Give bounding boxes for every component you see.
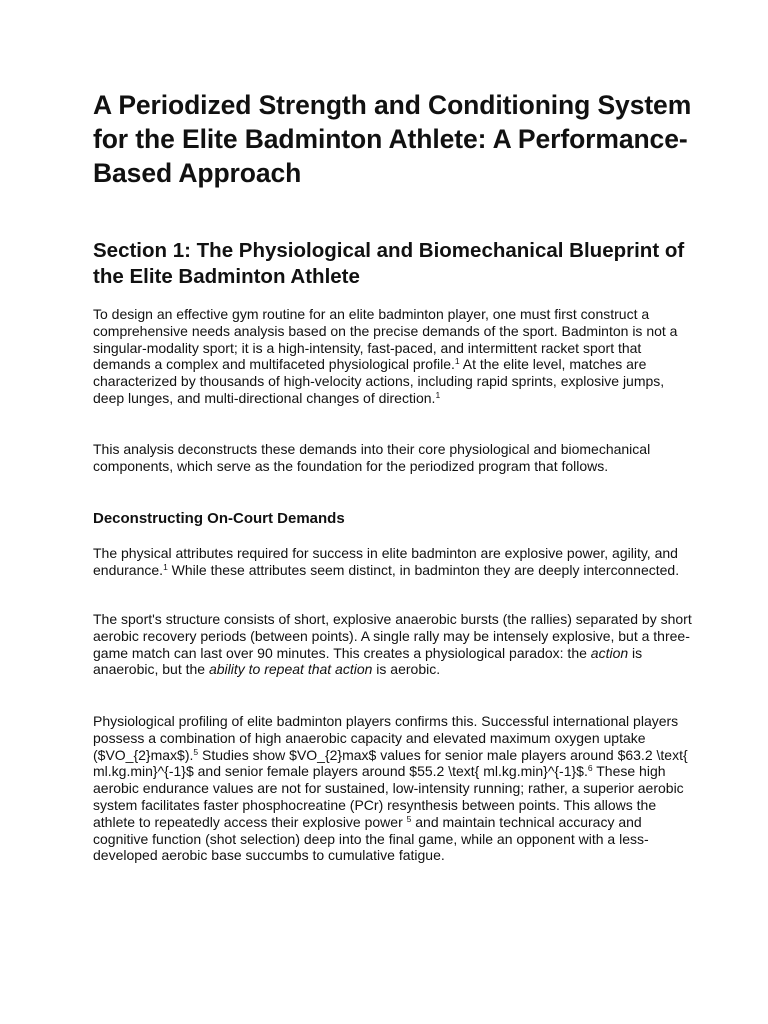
paragraph-text: At the elite level, matches are characterized by thousands of high-velocity actions, including rapid sprints, explosive jumps, deep lunges, and multi-directional changes of direction. [93,356,665,406]
paragraph-analysis: This analysis deconstructs these demands into their core physiological and biomechanical components, which serve as the foundation for the periodized program that follows. [93,441,651,474]
footnote-ref: 5 [406,813,412,824]
paragraph-attributes [93,545,693,579]
section-heading: Section 1: The Physiological and Biomechanical Blueprint of the Elite Badminton Athlete [93,239,685,288]
paragraph-profiling [93,713,693,864]
footnote-ref: 1 [163,561,168,572]
paragraph-text: The sport's structure consists of short, explosive anaerobic bursts (the rallies) separated by short aerobic recovery periods (between points). A single rally may be intensely explosive, but a three-game match can last over 90 minutes. This creates a physiological paradox: the [93,611,692,661]
paragraph-text: is aerobic. [372,661,441,678]
paragraph-text: and maintain technical accuracy and cognitive function (shot selection) deep into the final game, while an opponent with a less-developed aerobic base succumbs to cumulative fatigue. [93,813,649,864]
footnote-ref: 1 [435,389,441,400]
paragraph-text: Physiological profiling of elite badminton players confirms this. Successful international players possess a combination of high anaerobic capacity and elevated maximum oxygen uptake ($VO_{2}max$). [93,713,679,763]
emphasis-text: ability to repeat that action [208,661,373,678]
footnote-ref: 1 [454,356,460,367]
paragraph-intro [93,306,693,407]
paragraph-structure [93,611,693,678]
paragraph-text: Studies show $VO_{2}max$ values for senior male players around $63.2 \text{ ml.kg.min}^{-1}$ and senior female players around $55.2 \text{ ml.kg.min}^{-1}$. [93,746,688,780]
paragraph-text: These high aerobic endurance values are not for sustained, low-intensity running; rather, a superior aerobic system facilitates faster phosphocreatine (PCr) resynthesis between points. This allows the athlete to repeatedly access their explosive power [93,763,684,830]
subsection-heading: Deconstructing On-Court Demands [93,510,345,527]
document-page [93,88,693,864]
footnote-ref: 6 [587,763,593,774]
footnote-ref: 5 [193,746,199,757]
paragraph-text: To design an effective gym routine for an elite badminton player, one must first construct a comprehensive needs analysis based on the precise demands of the sport. Badminton is not a singular-modality sport; it is a high-intensity, fast-paced, and intermittent racket sport that demands a complex and multifaceted physiological profile. [93,306,678,373]
paragraph-text: The physical attributes required for success in elite badminton are explosive power, agility, and endurance. [93,545,678,578]
emphasis-text: action [590,644,629,661]
document-title: A Periodized Strength and Conditioning System for the Elite Badminton Athlete: A Performance-Based Approach [93,90,692,188]
paragraph-text: While these attributes seem distinct, in badminton they are deeply interconnected. [167,561,680,578]
paragraph-text: is anaerobic, but the [93,644,643,678]
